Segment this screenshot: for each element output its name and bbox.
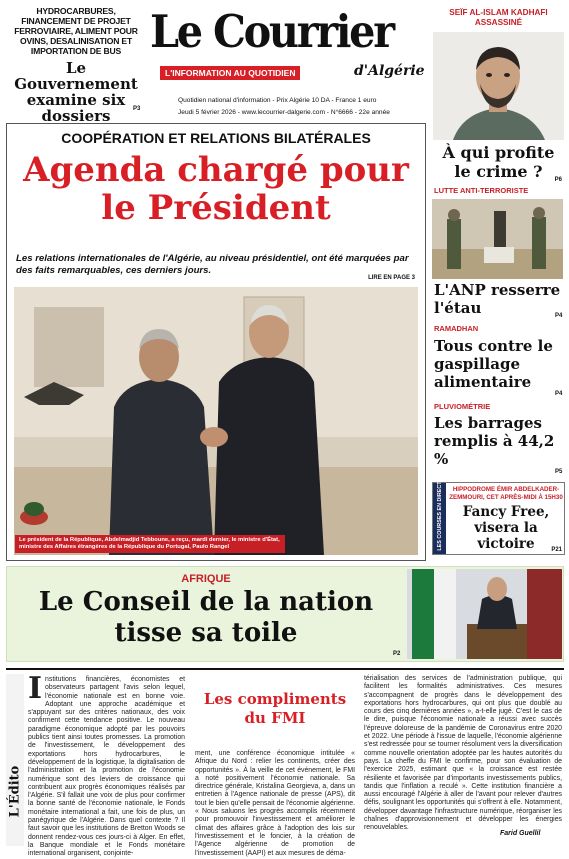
races-side-bar — [433, 483, 446, 554]
races-kicker: HIPPODROME ÉMIR ABDELKADER-ZEMMOURI, CET APRÈS-MIDI À 15H30 — [449, 486, 563, 501]
side-kicker-1: LUTTE ANTI-TERRORISTE — [434, 186, 529, 195]
editorial-section — [6, 668, 564, 858]
page-ref: P4 — [555, 313, 563, 319]
afrique-band[interactable] — [6, 566, 564, 662]
dropcap: I — [28, 671, 43, 706]
page-ref: P4 — [555, 391, 563, 397]
races-headline[interactable]: Fancy Free, visera la victoire — [462, 504, 550, 552]
logo-subtitle: d'Algérie — [354, 63, 425, 79]
main-kicker: COOPÉRATION ET RELATIONS BILATÉRALES — [61, 130, 371, 146]
races-side-label: LES COURSES EN DIRECT — [437, 481, 443, 551]
masthead — [150, 6, 430, 116]
edito-label-bar — [6, 674, 24, 846]
page-ref: P2 — [393, 651, 401, 657]
author-signature: Farid Guellil — [500, 830, 541, 837]
info-line: Quotidien national d'information - Prix Algérie 10 DA - France 1 euro — [178, 97, 377, 104]
afrique-headline[interactable]: Le Conseil de la nation tisse sa toile — [38, 587, 374, 648]
editorial-column-3: térialisation des services de l'administration publique, qui facilitent les formalités administratives. Ces mesures s'accompagnent de progrès dans le développement des exportations hors hydrocarbures, qui ont plus que doublé au cours des cinq dernières années », a-t-elle jugé. C'est le cas de le dire, puisque l'économie nationale a réussi avec succès l'épreuve doloreuse de la pandémie de Coronavirus entre 2020 et 2022. Une période à l'issue de laquelle, l'économie algérienne s'est redressée pour se tourner résolument vers la diversification comme nouvelle orientation adoptée par les hautes autorités du pays. La cheffe du FMI le confirme, pour son évaluation de l'exercice 2025, estimant que « la croissance est restée résiliente et favorisée par d'importants investissements publics, tandis que l'inflation a reculé ». Cette institution financière a aussi encouragé l'Algérie à aller de l'avant pour relever d'autres défis, soulignant les opportunités qui s'offrent à elle. Notamment, développer davantage l'infrastructure numérique, réorganiser les chaînes d'approvisionnement et développer les énergies renouvelables. — [364, 675, 562, 832]
main-photo — [14, 287, 418, 555]
teaser-kicker: SEÏF AL-ISLAM KADHAFI ASSASSINÉ — [449, 8, 548, 27]
page-ref: P3 — [133, 106, 141, 112]
main-headline[interactable]: Agenda chargé pour le Président — [23, 150, 409, 228]
main-lead: Les relations internationales de l'Algérie, au niveau présidentiel, ont été marquées par des faits remarquables, ces derniers jours. — [16, 253, 409, 276]
editorial-column-1 — [28, 671, 185, 859]
read-more-link[interactable]: LIRE EN PAGE 3 — [368, 275, 415, 281]
side-kicker-3: PLUVIOMÉTRIE — [434, 402, 491, 411]
side-headline-3[interactable]: Les barrages remplis à 44,2 % — [434, 414, 555, 468]
editorial-text-1: nstitutions financières, économistes et observateurs partagent l'avis selon lequel, l'économie nationale est en bonne voie. Adoptant une approche académique et s'appuyant sur des critères nationaux, des voix confirment cette tendance positive. Le nouveau paradigme économique adopté par les pouvoirs publics tient ainsi toutes promesses. La promotion de l'investissement, le développement des exportations hors hydrocarbures, le développement de la logistique, la digitalisation de l'administration et la promotion de l'économie numérique sont des leviers de croissance qui contribuent aux progrès économiques réalisés par l'Algérie. S'il fallait une voix de plus pour confirmer la bonne santé de l'économie nationale, le Fonds monétaire international a fait, une fois de plus, un panégyrique de l'Algérie. Dans quel contexte ? Il faut savoir que les institutions de Bretton Woods se donnent rendez-vous ces jours-ci à Alger. En effet, la Banque mondiale et le Fonds monétaire international organisent, conjointe- — [28, 676, 185, 858]
newspaper-logo[interactable]: Le Courrier — [150, 5, 393, 58]
side-kicker-2: RAMADHAN — [434, 324, 479, 333]
afrique-kicker: AFRIQUE — [181, 573, 231, 585]
editorial-title[interactable]: Les compliments du FMI — [203, 690, 347, 727]
side-headline-1[interactable]: L'ANP resserre l'étau — [434, 281, 561, 317]
teaser-headline[interactable]: Le Gouvernement examine six dossiers — [14, 59, 138, 125]
teaser-kicker: HYDROCARBURES, FINANCEMENT DE PROJET FERROVIAIRE, ALIMENT POUR OVINS, DESALINISATION ET IMPORTATION DE BUS — [14, 6, 138, 56]
page-ref: P5 — [555, 469, 563, 475]
date-line: Jeudi 5 février 2026 - www.lecourrier-dalgerie.com - N°6666 - 22e année — [178, 109, 390, 116]
speaker-photo — [407, 569, 562, 659]
portrait-photo — [433, 32, 564, 140]
photo-caption: Le président de la République, Abdelmadjid Tebboune, a reçu, mardi dernier, le ministre d'État, ministre des Affaires étrangères de la République du Portugal, Paulo Rangel — [15, 535, 285, 553]
side-headline-2[interactable]: Tous contre le gaspillage alimentaire — [434, 337, 553, 391]
races-box[interactable] — [432, 482, 565, 555]
teaser-headline[interactable]: À qui profite le crime ? — [442, 143, 555, 181]
page-ref: P21 — [551, 547, 562, 553]
main-story[interactable] — [6, 123, 426, 561]
page-ref: P6 — [554, 177, 562, 183]
edito-label: L'Édito — [7, 765, 23, 818]
tagline: L'INFORMATION AU QUOTIDIEN — [160, 66, 300, 80]
top-left-teaser[interactable] — [6, 6, 146, 124]
top-right-teaser[interactable] — [433, 5, 564, 185]
editorial-column-2: ment, une conférence économique intitulée « Afrique du Nord : relier les continents, créer des opportunités ». À la veille de cet événement, le FMI a noté positivement l'économie nationale. Sa directrice générale, Kristalina Georgieva, a, dans un entretien à l'Agence nationale de presse (APS), dit tout le bien qu'elle pensait de l'économie algérienne. « Nous saluons les progrès accomplis récemment pour promouvoir l'investissement et améliorer le climat des affaires grâce à l'adoption des lois sur l'investissement et le foncier, à la création de l'Agence algérienne de promotion de l'investissement (AAPI) et aux mesures de déma- — [195, 750, 355, 857]
soldiers-photo — [432, 199, 563, 279]
